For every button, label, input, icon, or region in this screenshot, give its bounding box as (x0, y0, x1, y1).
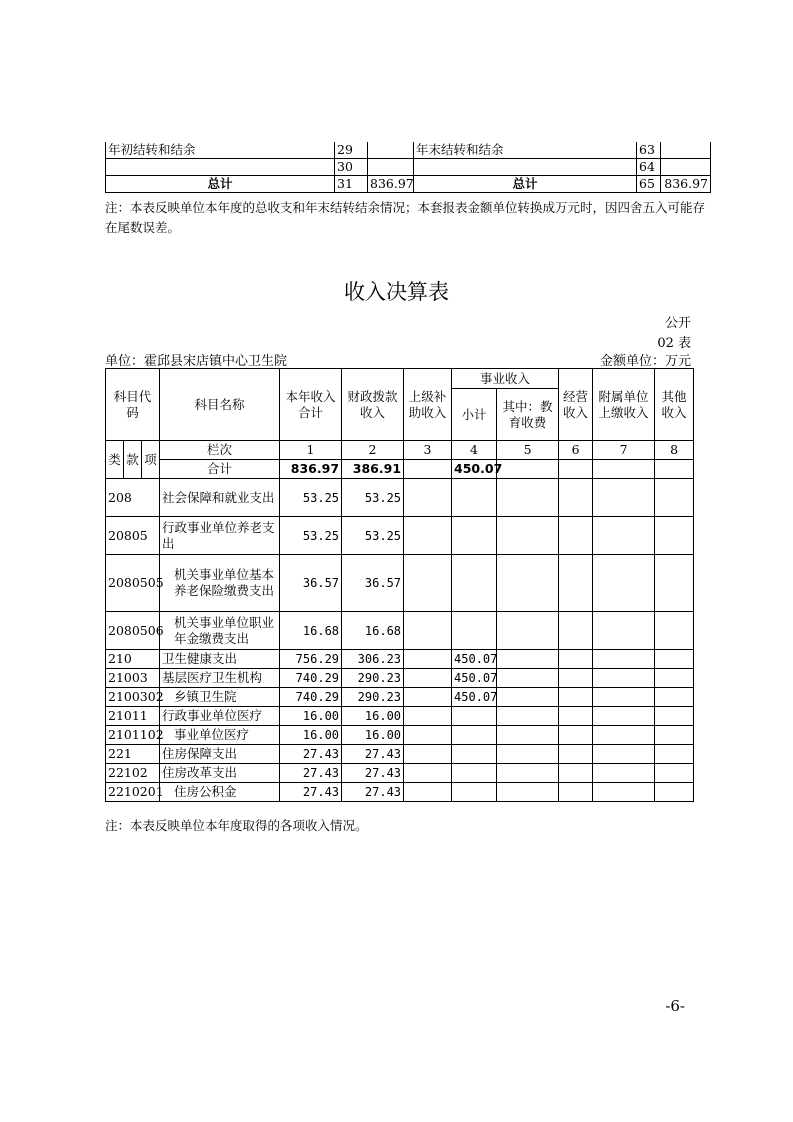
empty-cell (404, 555, 452, 612)
empty-cell (593, 460, 655, 479)
empty-cell (559, 669, 593, 688)
cell-col4 (452, 555, 497, 612)
cell-code: 2101102 (106, 726, 160, 745)
col-no: 3 (404, 441, 452, 460)
table-row (106, 745, 694, 764)
empty-cell (559, 764, 593, 783)
cell-code: 21011 (106, 707, 160, 726)
empty-cell (404, 707, 452, 726)
header-lei: 类 (106, 441, 124, 479)
cell-line-no: 65 (637, 176, 661, 193)
cell-label: 总计 (106, 176, 335, 193)
cell-amount (368, 142, 414, 159)
cell-name: 住房公积金 (160, 783, 280, 802)
cell-col2: 16.00 (342, 726, 404, 745)
empty-cell (593, 707, 655, 726)
empty-cell (655, 783, 694, 802)
empty-cell (593, 650, 655, 669)
empty-cell (593, 517, 655, 555)
header-shiye: 事业收入 (452, 369, 559, 389)
cell-col2: 27.43 (342, 764, 404, 783)
public-label: 公开 (664, 316, 691, 331)
empty-cell (559, 783, 593, 802)
cell-col2: 290.23 (342, 688, 404, 707)
cell-label: 年末结转和结余 (414, 142, 637, 159)
cell-col1: 16.00 (280, 707, 342, 726)
lanci-label: 栏次 (160, 441, 280, 460)
cell-name: 住房改革支出 (160, 764, 280, 783)
empty-cell (497, 555, 559, 612)
empty-cell (655, 460, 694, 479)
empty-cell (404, 460, 452, 479)
cell-col2: 16.68 (342, 612, 404, 650)
empty-cell (404, 612, 452, 650)
cell-col2: 53.25 (342, 517, 404, 555)
cell-col4 (452, 745, 497, 764)
top-table-note: 注：本表反映单位本年度的总收支和年末结转结余情况；本套报表金额单位转换成万元时，因四舍五入可能存在尾数误差。 (105, 200, 706, 235)
table-row (106, 159, 711, 176)
empty-cell (655, 764, 694, 783)
cell-col2: 290.23 (342, 669, 404, 688)
empty-cell (593, 726, 655, 745)
table-row (106, 517, 694, 555)
header-col4: 小计 (452, 389, 497, 441)
empty-cell (559, 726, 593, 745)
empty-cell (655, 612, 694, 650)
cell-col4 (452, 707, 497, 726)
table-row-total (106, 176, 711, 193)
empty-cell (497, 650, 559, 669)
cell-code: 210 (106, 650, 160, 669)
empty-cell (497, 669, 559, 688)
header-col8: 其他收入 (655, 369, 694, 441)
cell-col4 (452, 783, 497, 802)
cell-label (414, 159, 637, 176)
total-col4: 450.07 (452, 460, 497, 479)
empty-cell (404, 745, 452, 764)
empty-cell (559, 479, 593, 517)
cell-name: 卫生健康支出 (160, 650, 280, 669)
income-table (105, 368, 694, 802)
cell-col2: 27.43 (342, 745, 404, 764)
cell-col4: 450.07 (452, 688, 497, 707)
empty-cell (497, 479, 559, 517)
header-name: 科目名称 (160, 369, 280, 441)
cell-code: 22102 (106, 764, 160, 783)
cell-amount (661, 159, 711, 176)
cell-col4 (452, 612, 497, 650)
cell-line-no: 63 (637, 142, 661, 159)
empty-cell (497, 707, 559, 726)
cell-col1: 27.43 (280, 745, 342, 764)
col-no: 8 (655, 441, 694, 460)
header-xiang: 项 (142, 441, 160, 479)
table-row (106, 142, 711, 159)
cell-col4: 450.07 (452, 669, 497, 688)
header-col2: 财政拨款收入 (342, 369, 404, 441)
empty-cell (497, 460, 559, 479)
empty-cell (497, 783, 559, 802)
table-row (106, 707, 694, 726)
empty-cell (559, 612, 593, 650)
cell-amount (368, 159, 414, 176)
empty-cell (497, 612, 559, 650)
empty-cell (559, 555, 593, 612)
cell-name: 机关事业单位职业年金缴费支出 (160, 612, 280, 650)
empty-cell (593, 612, 655, 650)
table-row (106, 650, 694, 669)
empty-cell (404, 517, 452, 555)
cell-line-no: 31 (335, 176, 368, 193)
cell-col4 (452, 726, 497, 745)
cell-col4: 450.07 (452, 650, 497, 669)
page-title: 收入决算表 (344, 280, 449, 304)
cell-col2: 306.23 (342, 650, 404, 669)
cell-col4 (452, 764, 497, 783)
empty-cell (655, 707, 694, 726)
col-no: 6 (559, 441, 593, 460)
header-code: 科目代码 (106, 369, 160, 441)
lanci-row (106, 441, 694, 460)
cell-code: 221 (106, 745, 160, 764)
total-row (106, 460, 694, 479)
empty-cell (655, 726, 694, 745)
money-unit-label: 金额单位：万元 (599, 354, 691, 369)
col-no: 7 (593, 441, 655, 460)
empty-cell (497, 688, 559, 707)
table-row (106, 612, 694, 650)
cell-amount: 836.97 (661, 176, 711, 193)
cell-col1: 756.29 (280, 650, 342, 669)
cell-col1: 53.25 (280, 479, 342, 517)
empty-cell (404, 764, 452, 783)
empty-cell (655, 517, 694, 555)
table-row (106, 688, 694, 707)
cell-col4 (452, 517, 497, 555)
header-col6: 经营收入 (559, 369, 593, 441)
cell-label: 年初结转和结余 (106, 142, 335, 159)
cell-code: 2080505 (106, 555, 160, 612)
cell-label (106, 159, 335, 176)
empty-cell (593, 783, 655, 802)
cell-code: 21003 (106, 669, 160, 688)
cell-code: 2100302 (106, 688, 160, 707)
cell-name: 乡镇卫生院 (160, 688, 280, 707)
cell-col1: 27.43 (280, 783, 342, 802)
cell-line-no: 29 (335, 142, 368, 159)
header-col3: 上级补助收入 (404, 369, 452, 441)
cell-name: 基层医疗卫生机构 (160, 669, 280, 688)
cell-name: 行政事业单位医疗 (160, 707, 280, 726)
empty-cell (593, 479, 655, 517)
header-col7: 附属单位上缴收入 (593, 369, 655, 441)
empty-cell (655, 479, 694, 517)
cell-name: 机关事业单位基本养老保险缴费支出 (160, 555, 280, 612)
unit-label: 单位：霍邱县宋店镇中心卫生院 (105, 354, 288, 369)
cell-col1: 27.43 (280, 764, 342, 783)
empty-cell (404, 688, 452, 707)
cell-name: 行政事业单位养老支出 (160, 517, 280, 555)
empty-cell (404, 669, 452, 688)
header-col1: 本年收入合计 (280, 369, 342, 441)
empty-cell (404, 726, 452, 745)
empty-cell (655, 669, 694, 688)
cell-col1: 740.29 (280, 669, 342, 688)
col-no: 2 (342, 441, 404, 460)
empty-cell (593, 764, 655, 783)
cell-line-no: 64 (637, 159, 661, 176)
total-col1: 836.97 (280, 460, 342, 479)
empty-cell (497, 517, 559, 555)
cell-col2: 36.57 (342, 555, 404, 612)
cell-name: 事业单位医疗 (160, 726, 280, 745)
cell-code: 20805 (106, 517, 160, 555)
empty-cell (497, 726, 559, 745)
cell-col1: 36.57 (280, 555, 342, 612)
empty-cell (404, 479, 452, 517)
income-table-note: 注：本表反映单位本年度取得的各项收入情况。 (105, 818, 368, 833)
empty-cell (404, 650, 452, 669)
empty-cell (559, 707, 593, 726)
empty-cell (593, 688, 655, 707)
cell-code: 2210201 (106, 783, 160, 802)
empty-cell (593, 555, 655, 612)
table-row (106, 669, 694, 688)
cell-code: 2080506 (106, 612, 160, 650)
cell-col1: 740.29 (280, 688, 342, 707)
col-no: 4 (452, 441, 497, 460)
empty-cell (559, 688, 593, 707)
cell-col1: 53.25 (280, 517, 342, 555)
cell-col2: 16.00 (342, 707, 404, 726)
balance-table-fragment (105, 142, 711, 193)
cell-col1: 16.68 (280, 612, 342, 650)
cell-amount: 836.97 (368, 176, 414, 193)
empty-cell (655, 555, 694, 612)
empty-cell (593, 745, 655, 764)
cell-col1: 16.00 (280, 726, 342, 745)
empty-cell (404, 783, 452, 802)
cell-col2: 27.43 (342, 783, 404, 802)
empty-cell (655, 688, 694, 707)
cell-code: 208 (106, 479, 160, 517)
empty-cell (559, 745, 593, 764)
cell-col4 (452, 479, 497, 517)
empty-cell (655, 650, 694, 669)
total-label: 合计 (160, 460, 280, 479)
total-col2: 386.91 (342, 460, 404, 479)
cell-amount (661, 142, 711, 159)
col-no: 5 (497, 441, 559, 460)
empty-cell (497, 764, 559, 783)
empty-cell (559, 650, 593, 669)
empty-cell (559, 517, 593, 555)
cell-name: 社会保障和就业支出 (160, 479, 280, 517)
cell-name: 住房保障支出 (160, 745, 280, 764)
cell-label: 总计 (414, 176, 637, 193)
table-row (106, 726, 694, 745)
col-no: 1 (280, 441, 342, 460)
header-kuan: 款 (124, 441, 142, 479)
empty-cell (497, 745, 559, 764)
cell-line-no: 30 (335, 159, 368, 176)
table-row (106, 479, 694, 517)
table-row (106, 764, 694, 783)
empty-cell (559, 460, 593, 479)
empty-cell (593, 669, 655, 688)
form-number: 02 表 (657, 336, 691, 351)
empty-cell (655, 745, 694, 764)
header-col5: 其中：教育收费 (497, 389, 559, 441)
header-row (106, 369, 694, 389)
page-number: -6- (665, 997, 685, 1015)
table-row (106, 555, 694, 612)
cell-col2: 53.25 (342, 479, 404, 517)
table-row (106, 783, 694, 802)
